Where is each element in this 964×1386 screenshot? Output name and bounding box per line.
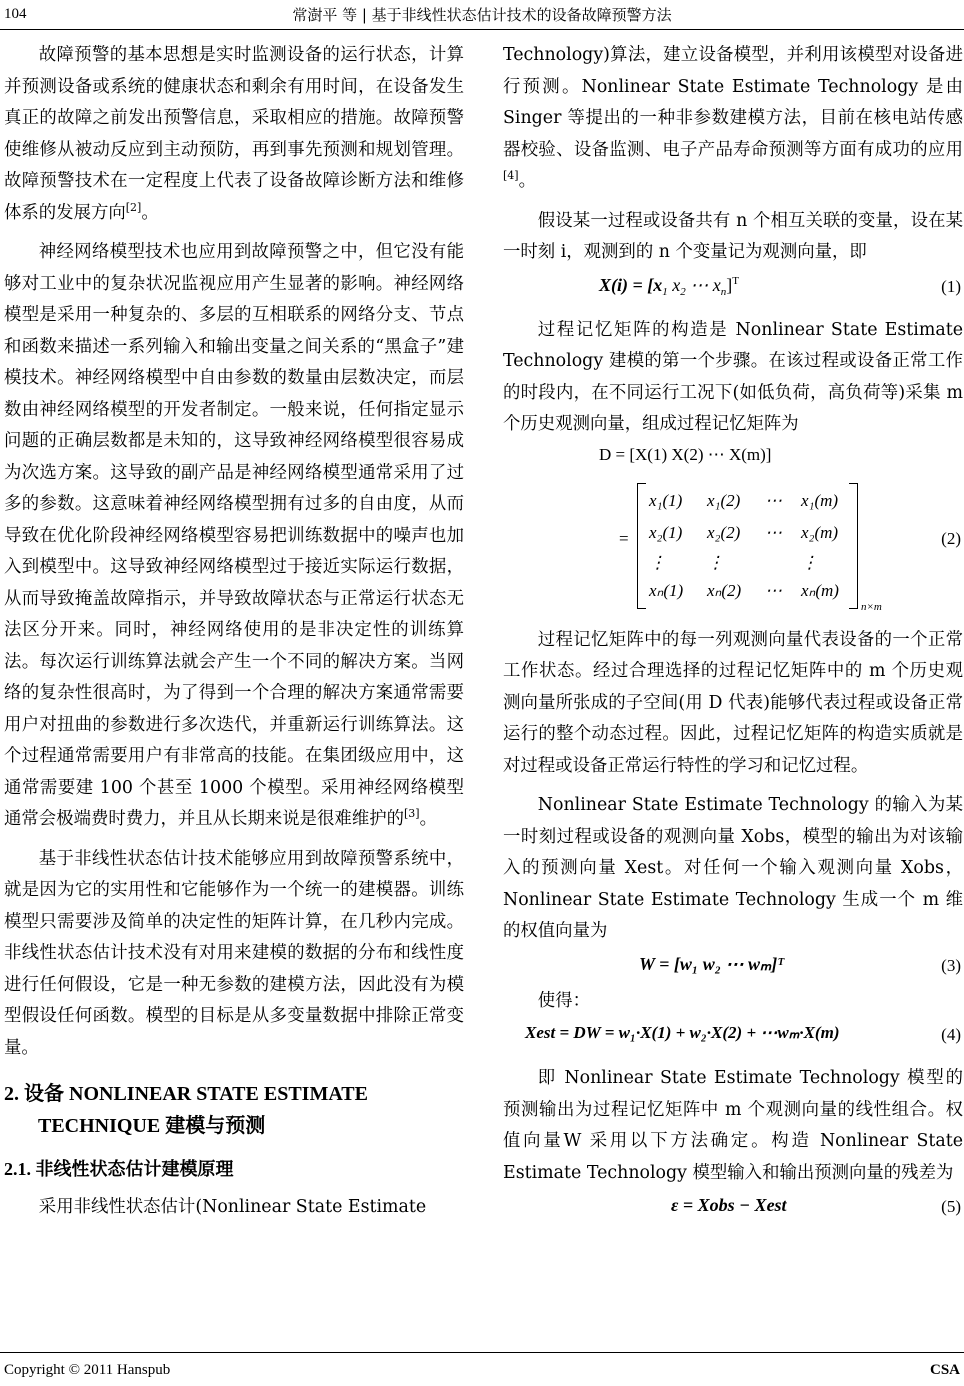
equation-number: (4) <box>941 1025 961 1044</box>
left-column <box>4 40 464 1224</box>
matrix-cell: x₁(m) <box>801 490 839 510</box>
paragraph: 过程记忆矩阵中的每一列观测向量代表设备的一个正常工作状态。经过合理选择的过程记忆矩阵中的 m 个历史观测向量所张成的子空间(用 D 代表)能够代表过程或设备正常运行的整个动态过程。因此，过程记忆矩阵的构造实质就是对过程或设备正常运行特性的学习和记忆过程。 <box>503 629 963 776</box>
left-bracket <box>637 483 646 609</box>
paragraph: 使得： <box>537 990 590 1011</box>
copyright: Copyright © 2011 Hanspub <box>4 1362 171 1378</box>
equation-5 <box>503 1189 963 1227</box>
equation-3 <box>503 948 963 986</box>
equation-number: (5) <box>941 1197 961 1216</box>
equation-number: (1) <box>941 276 961 296</box>
equation-5-body: ε = Xobs − Xest <box>671 1195 787 1215</box>
matrix-cell: ⋯ <box>765 580 782 600</box>
subsection-heading: 2.1. 非线性状态估计建模原理 <box>4 1159 234 1179</box>
journal-name: CSA <box>929 1362 960 1378</box>
equation-2 <box>503 441 963 617</box>
matrix-cell: ⋮ <box>649 552 666 572</box>
equation-4-body: Xest = DW = w₁·X(1) + w₂·X(2) + ⋯wₘ·X(m) <box>525 1023 840 1042</box>
running-title: 常澍平 等 | 基于非线性状态估计技术的设备故障预警方法 <box>292 6 672 24</box>
page-number: 104 <box>4 6 27 22</box>
equation-1-body: $X(i) = [x_1$ $x_2$ ⋯ $x_n]^T$ <box>599 274 739 298</box>
equation-2-top: D = [X(1) X(2) ⋯ X(m)] <box>599 444 772 464</box>
paragraph: 基于非线性状态估计技术能够应用到故障预警系统中，就是因为它的实用性和它能够作为一个统一的建模器。训练模型只需要涉及简单的决定性的矩阵计算，在几秒内完成。非线性状态估计技术没有对用来建模的数据的分布和线性度进行任何假设，它是一种无参数的建模方法，因此没有为模型假设任何函数。模型的目标是从多变量数据中排除正常变量。 <box>4 848 464 1058</box>
matrix-cell: x₁(2) <box>707 490 741 510</box>
paragraph: 采用非线性状态估计(Nonlinear State Estimate <box>38 1197 427 1217</box>
equation-1 <box>503 269 963 307</box>
right-bracket <box>849 483 858 609</box>
matrix-cell: xₙ(m) <box>801 580 839 600</box>
paragraph: Nonlinear State Estimate Technology 的输入为某一时刻过程或设备的观测向量 Xobs，模型的输出为对该输入的预测向量 Xest。对任何一个输入观测向量 Xobs，Nonlinear State Estimate Technology 生成一个 m 维的权值向量为 <box>503 795 963 941</box>
matrix-cell: x₂(m) <box>801 522 839 542</box>
matrix-cell: ⋯ <box>765 522 782 542</box>
paragraph: 故障预警的基本思想是实时监测设备的运行状态，计算并预测设备或系统的健康状态和剩余有用时间，在设备发生真正的故障之前发出预警信息，采取相应的措施。故障预警使维修从被动反应到主动预防，再到事先预测和规划管理。故障预警技术在一定程度上代表了设备故障诊断方法和维修体系的发展方向[2]。 <box>4 45 464 223</box>
matrix-dimension: n×m <box>861 600 882 613</box>
equation-number: (3) <box>941 955 961 975</box>
matrix-cell: x₂(2) <box>707 522 741 542</box>
paragraph: 神经网络模型技术也应用到故障预警之中，但它没有能够对工业中的复杂状况监视应用产生显著的影响。神经网络模型是采用一种复杂的、多层的互相联系的网络分支、节点和函数来描述一系列输入和输出变量之间关系的“黑盒子”建模技术。神经网络模型中自由参数的数量由层数决定，而层数由神经网络模型的开发者制定。一般来说，任何指定显示问题的正确层数都是未知的，这导致神经网络模型很容易成为次选方案。这导致的副产品是神经网络模型通常采用了过多的参数。这意味着神经网络模型拥有过多的自由度，从而导致在优化阶段神经网络模型容易把训练数据中的噪声也加入到模型中。这导致神经网络模型过于接近实际运行数据，从而导致掩盖故障指示，并导致故障状态与正常运行状态无法区分开来。同时，神经网络使用的是非决定性的训练算法。每次运行训练算法就会产生一个不同的解决方案。当网络的复杂性很高时，为了得到一个合理的解决方案通常需要用户对扭曲的参数进行多次迭代，并重新运行训练算法。这个过程通常需要用户有非常高的技能。在集团级应用中，这通常需要建 100 个甚至 1000 个模型。采用神经网络模型通常会极端费时费力，并且从长期来说是很难维护的[3]。 <box>4 242 464 829</box>
matrix-cell: ⋮ <box>707 552 724 572</box>
paragraph: Technology)算法，建立设备模型，并利用该模型对设备进行预测。Nonlinear State Estimate Technology 是由 Singer 等提出的一种非参数建模方法，目前在核电站传感器校验、设备监测、电子产品寿命预测等方面有成功的应用[4]。 <box>503 45 963 191</box>
paragraph: 过程记忆矩阵的构造是 Nonlinear State Estimate Technology 建模的第一个步骤。在该过程或设备正常工作的时段内，在不同运行工况下(如低负荷，高负荷等)采集 m 个历史观测向量，组成过程记忆矩阵为 <box>503 319 963 434</box>
equation-3-body: W = [w₁ w₂ ⋯ wₘ]ᵀ <box>639 953 784 974</box>
equation-2-equals: = <box>619 528 629 548</box>
matrix-cell: ⋯ <box>765 490 782 510</box>
paragraph: 即 Nonlinear State Estimate Technology 模型的预测输出为过程记忆矩阵中 m 个观测向量的线性组合。权值向量W 采用以下方法确定。构造 Nonlinear State Estimate Technology 模型输入和输出预测向量的残差为 <box>503 1068 963 1183</box>
footer-rule <box>0 1352 964 1353</box>
right-column <box>503 40 963 1227</box>
section-heading: 2. 设备 NONLINEAR STATE ESTIMATE TECHNIQUE 建模与预测 <box>4 1083 368 1137</box>
matrix-cell: xₙ(2) <box>707 580 742 600</box>
header-rule <box>0 29 964 30</box>
equation-4 <box>503 1017 963 1055</box>
equation-number: (2) <box>941 528 961 548</box>
matrix-cell: xₙ(1) <box>649 580 684 600</box>
matrix-cell: ⋮ <box>801 552 818 572</box>
paragraph: 假设某一过程或设备共有 n 个相互关联的变量，设在某一时刻 i，观测到的 n 个变量记为观测向量，即 <box>503 210 963 262</box>
matrix-cell: x₂(1) <box>649 522 683 542</box>
page-header <box>0 0 964 34</box>
matrix-cell: x₁(1) <box>649 490 683 510</box>
